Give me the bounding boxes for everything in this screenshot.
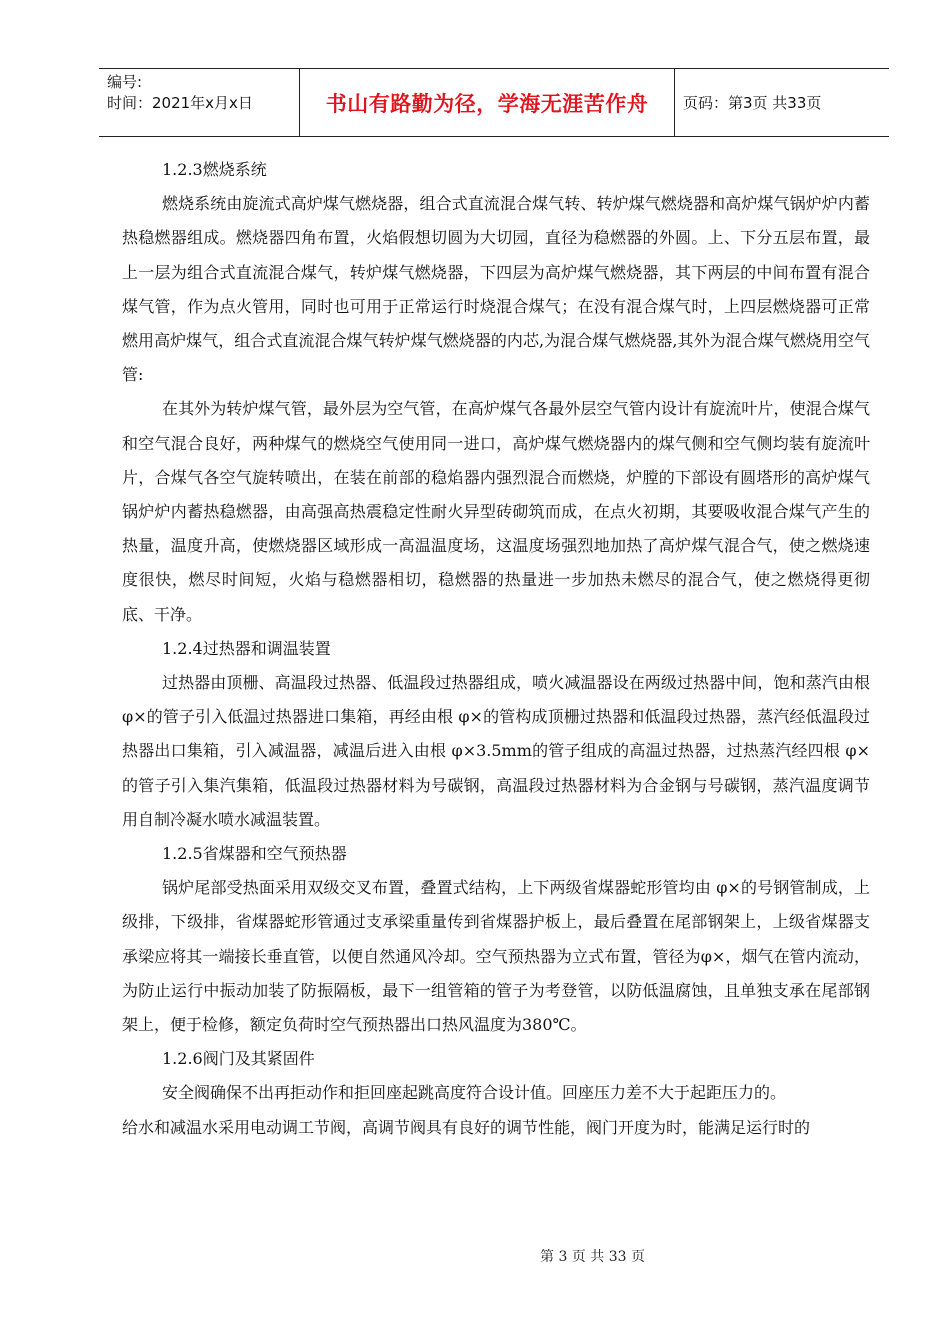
paragraph: 燃烧系统由旋流式高炉煤气燃烧器，组合式直流混合煤气转、转炉煤气燃烧器和高炉煤气锅炉炉内蓄热稳燃器组成。燃烧器四角布置，火焰假想切圆为大切园，直径为稳燃器的外圆。上、下分五层布置，最上一层为组合式直流混合煤气，转炉煤气燃烧器，下四层为高炉煤气燃烧器，其下两层的中间布置有混合煤气管，作为点火管用，同时也可用于正常运行时烧混合煤气；在没有混合煤气时，上四层燃烧器可正常燃用高炉煤气，组合式直流混合煤气转炉煤气燃烧器的内芯,为混合煤气燃烧器,其外为混合煤气燃烧用空气管: — [122, 194, 870, 385]
document-body — [122, 153, 870, 1145]
page-header — [99, 68, 889, 137]
paragraph: 给水和减温水采用电动调工节阀，高调节阀具有良好的调节性能，阀门开度为时，能满足运行时的 — [122, 1117, 811, 1137]
page-footer — [0, 1246, 950, 1266]
paragraph: 安全阀确保不出再拒动作和拒回座起跳高度符合设计值。回座压力差不大于起距压力的。 — [162, 1083, 787, 1103]
document-time-label: 时间：2021年x月x日 — [107, 94, 253, 112]
section-heading-economizer: 1.2.5省煤器和空气预热器 — [162, 844, 347, 864]
header-motto: 书山有路勤为径，学海无涯苦作舟 — [300, 69, 675, 136]
header-page-label: 页码：第3页 共33页 — [683, 94, 822, 112]
header-meta — [99, 69, 300, 136]
document-number-label: 编号: — [107, 73, 143, 91]
section-heading-valves: 1.2.6阀门及其紧固件 — [162, 1049, 315, 1069]
section-heading-combustion: 1.2.3燃烧系统 — [162, 160, 267, 179]
paragraph: 在其外为转炉煤气管，最外层为空气管，在高炉煤气各最外层空气管内设计有旋流叶片，使混合煤气和空气混合良好，两种煤气的燃烧空气使用同一进口，高炉煤气燃烧器内的煤气侧和空气侧均装有旋流叶片，合煤气各空气旋转喷出，在装在前部的稳焰器内强烈混合而燃烧，炉膛的下部设有圆塔形的高炉煤气锅炉炉内蓄热稳燃器，由高强高热震稳定性耐火异型砖砌筑而成，在点火初期，其要吸收混合煤气产生的热量，温度升高，使燃烧器区域形成一高温温度场，这温度场强烈地加热了高炉煤气混合气，使之燃烧速度很快，燃尽时间短，火焰与稳燃器相切，稳燃器的热量进一步加热未燃尽的混合气，使之燃烧得更彻底、干净。 — [122, 399, 870, 624]
paragraph: 过热器由顶栅、高温段过热器、低温段过热器组成，喷火减温器设在两级过热器中间，饱和蒸汽由根 φ×的管子引入低温过热器进口集箱，再经由根 φ×的管构成顶栅过热器和低温段过热器，蒸汽经低温段过热器出口集箱，引入减温器，减温后进入由根 φ×3.5mm的管子组成的高温过热器，过热蒸汽经四根 φ×的管子引入集汽集箱，低温段过热器材料为号碳钢，高温段过热器材料为合金钢与号碳钢，蒸汽温度调节用自制冷凝水喷水减温装置。 — [122, 673, 870, 829]
footer-page-number: 第 3 页 共 33 页 — [540, 1249, 645, 1265]
section-heading-superheater: 1.2.4过热器和调温装置 — [162, 638, 331, 658]
paragraph: 锅炉尾部受热面采用双级交叉布置，叠置式结构，上下两级省煤器蛇形管均由 φ×的号钢管制成，上级排，下级排，省煤器蛇形管通过支承梁重量传到省煤器护板上，最后叠置在尾部钢架上，上级省煤器支承梁应将其一端接长垂直管，以便自然通风冷却。空气预热器为立式布置，管径为φ×，烟气在管内流动，为防止运行中振动加装了防振隔板，最下一组管箱的管子为考登管，以防低温腐蚀，且单独支承在尾部钢架上，便于检修，额定负荷时空气预热器出口热风温度为380℃。 — [122, 878, 870, 1035]
